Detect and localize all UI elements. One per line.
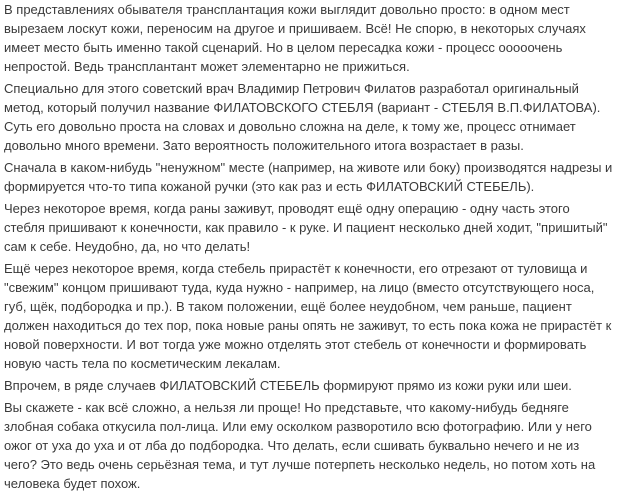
text-line: имеет место быть именно такой сценарий. Но в целом пересадка кожи - процесс ооооочень xyxy=(4,40,563,55)
paragraph-4 xyxy=(4,199,626,256)
text-line: злобная собака откусила пол-лица. Или ему осколком разворотило всю фотографию. Или у него xyxy=(4,419,592,434)
text-line: вырезаем лоскут кожи, переносим на другое и пришиваем. Всё! Не спорю, в некоторых случаях xyxy=(4,21,586,36)
text-line: новой поверхности. И вот тогда уже можно отделять этот стебель от конечности и формировать xyxy=(4,337,587,352)
text-line: ожог от уха до уха и от лба до подбородка. Что делать, если сшивать буквально нечего и не из xyxy=(4,438,580,453)
text-line: губ, щёк, подбородка и пр.). В таком положении, ещё более неудобном, чем раньше, пациент xyxy=(4,299,572,314)
text-line: довольно много времени. Зато вероятность положительного итога возрастает в разы. xyxy=(4,138,524,153)
text-line: метод, который получил название ФИЛАТОВСКОГО СТЕБЛЯ (вариант - СТЕБЛЯ В.П.ФИЛАТОВА). xyxy=(4,100,601,115)
paragraph-3 xyxy=(4,158,626,196)
text-line: "свежим" концом пришивают туда, куда нужно - например, на лицо (вместо отсутствующего носа, xyxy=(4,280,595,295)
text-line: Вы скажете - как всё сложно, а нельзя ли проще! Но представьте, что какому-нибудь бедняге xyxy=(4,400,569,415)
paragraph-2 xyxy=(4,79,626,155)
paragraph-1 xyxy=(4,0,626,76)
text-line: Ещё через некоторое время, когда стебель прирастёт к конечности, его отрезают от туловища и xyxy=(4,261,588,276)
text-line: человека будет похож. xyxy=(4,476,141,491)
text-line: Суть его довольно проста на словах и довольно сложна на деле, к тому же, процесс отнимает xyxy=(4,119,576,134)
paragraph-6 xyxy=(4,376,626,395)
paragraph-7 xyxy=(4,398,626,493)
text-line: новую часть тела по косметическим лекалам. xyxy=(4,356,281,371)
text-line: формируется что-то типа кожаной ручки (это как раз и есть ФИЛАТОВСКИЙ СТЕБЕЛЬ). xyxy=(4,179,535,194)
text-line: непростой. Ведь трансплантант может элементарно не прижиться. xyxy=(4,59,410,74)
text-line: чего? Это ведь очень серьёзная тема, и тут лучше потерпеть несколько недель, но потом хоть на xyxy=(4,457,596,472)
text-line: Впрочем, в ряде случаев ФИЛАТОВСКИЙ СТЕБЕЛЬ формируют прямо из кожи руки или шеи. xyxy=(4,378,572,393)
text-line: Специально для этого советский врач Владимир Петрович Филатов разработал оригинальный xyxy=(4,81,579,96)
text-line: Через некоторое время, когда раны заживут, проводят ещё одну операцию - одну часть этого xyxy=(4,201,570,216)
text-line: В представлениях обывателя трансплантация кожи выглядит довольно просто: в одном мест xyxy=(4,2,570,17)
text-line: должен находиться до тех пор, пока новые раны опять не заживут, то есть пока кожа не прирастёт к xyxy=(4,318,612,333)
text-line: сам к себе. Неудобно, да, но что делать! xyxy=(4,239,251,254)
text-line: стебля пришивают к конечности, как правило - к руке. И пациент несколько дней ходит, "пришитый" xyxy=(4,220,608,235)
paragraph-5 xyxy=(4,259,626,373)
text-line: Сначала в каком-нибудь "ненужном" месте (например, на животе или боку) производятся надрезы и xyxy=(4,160,613,175)
